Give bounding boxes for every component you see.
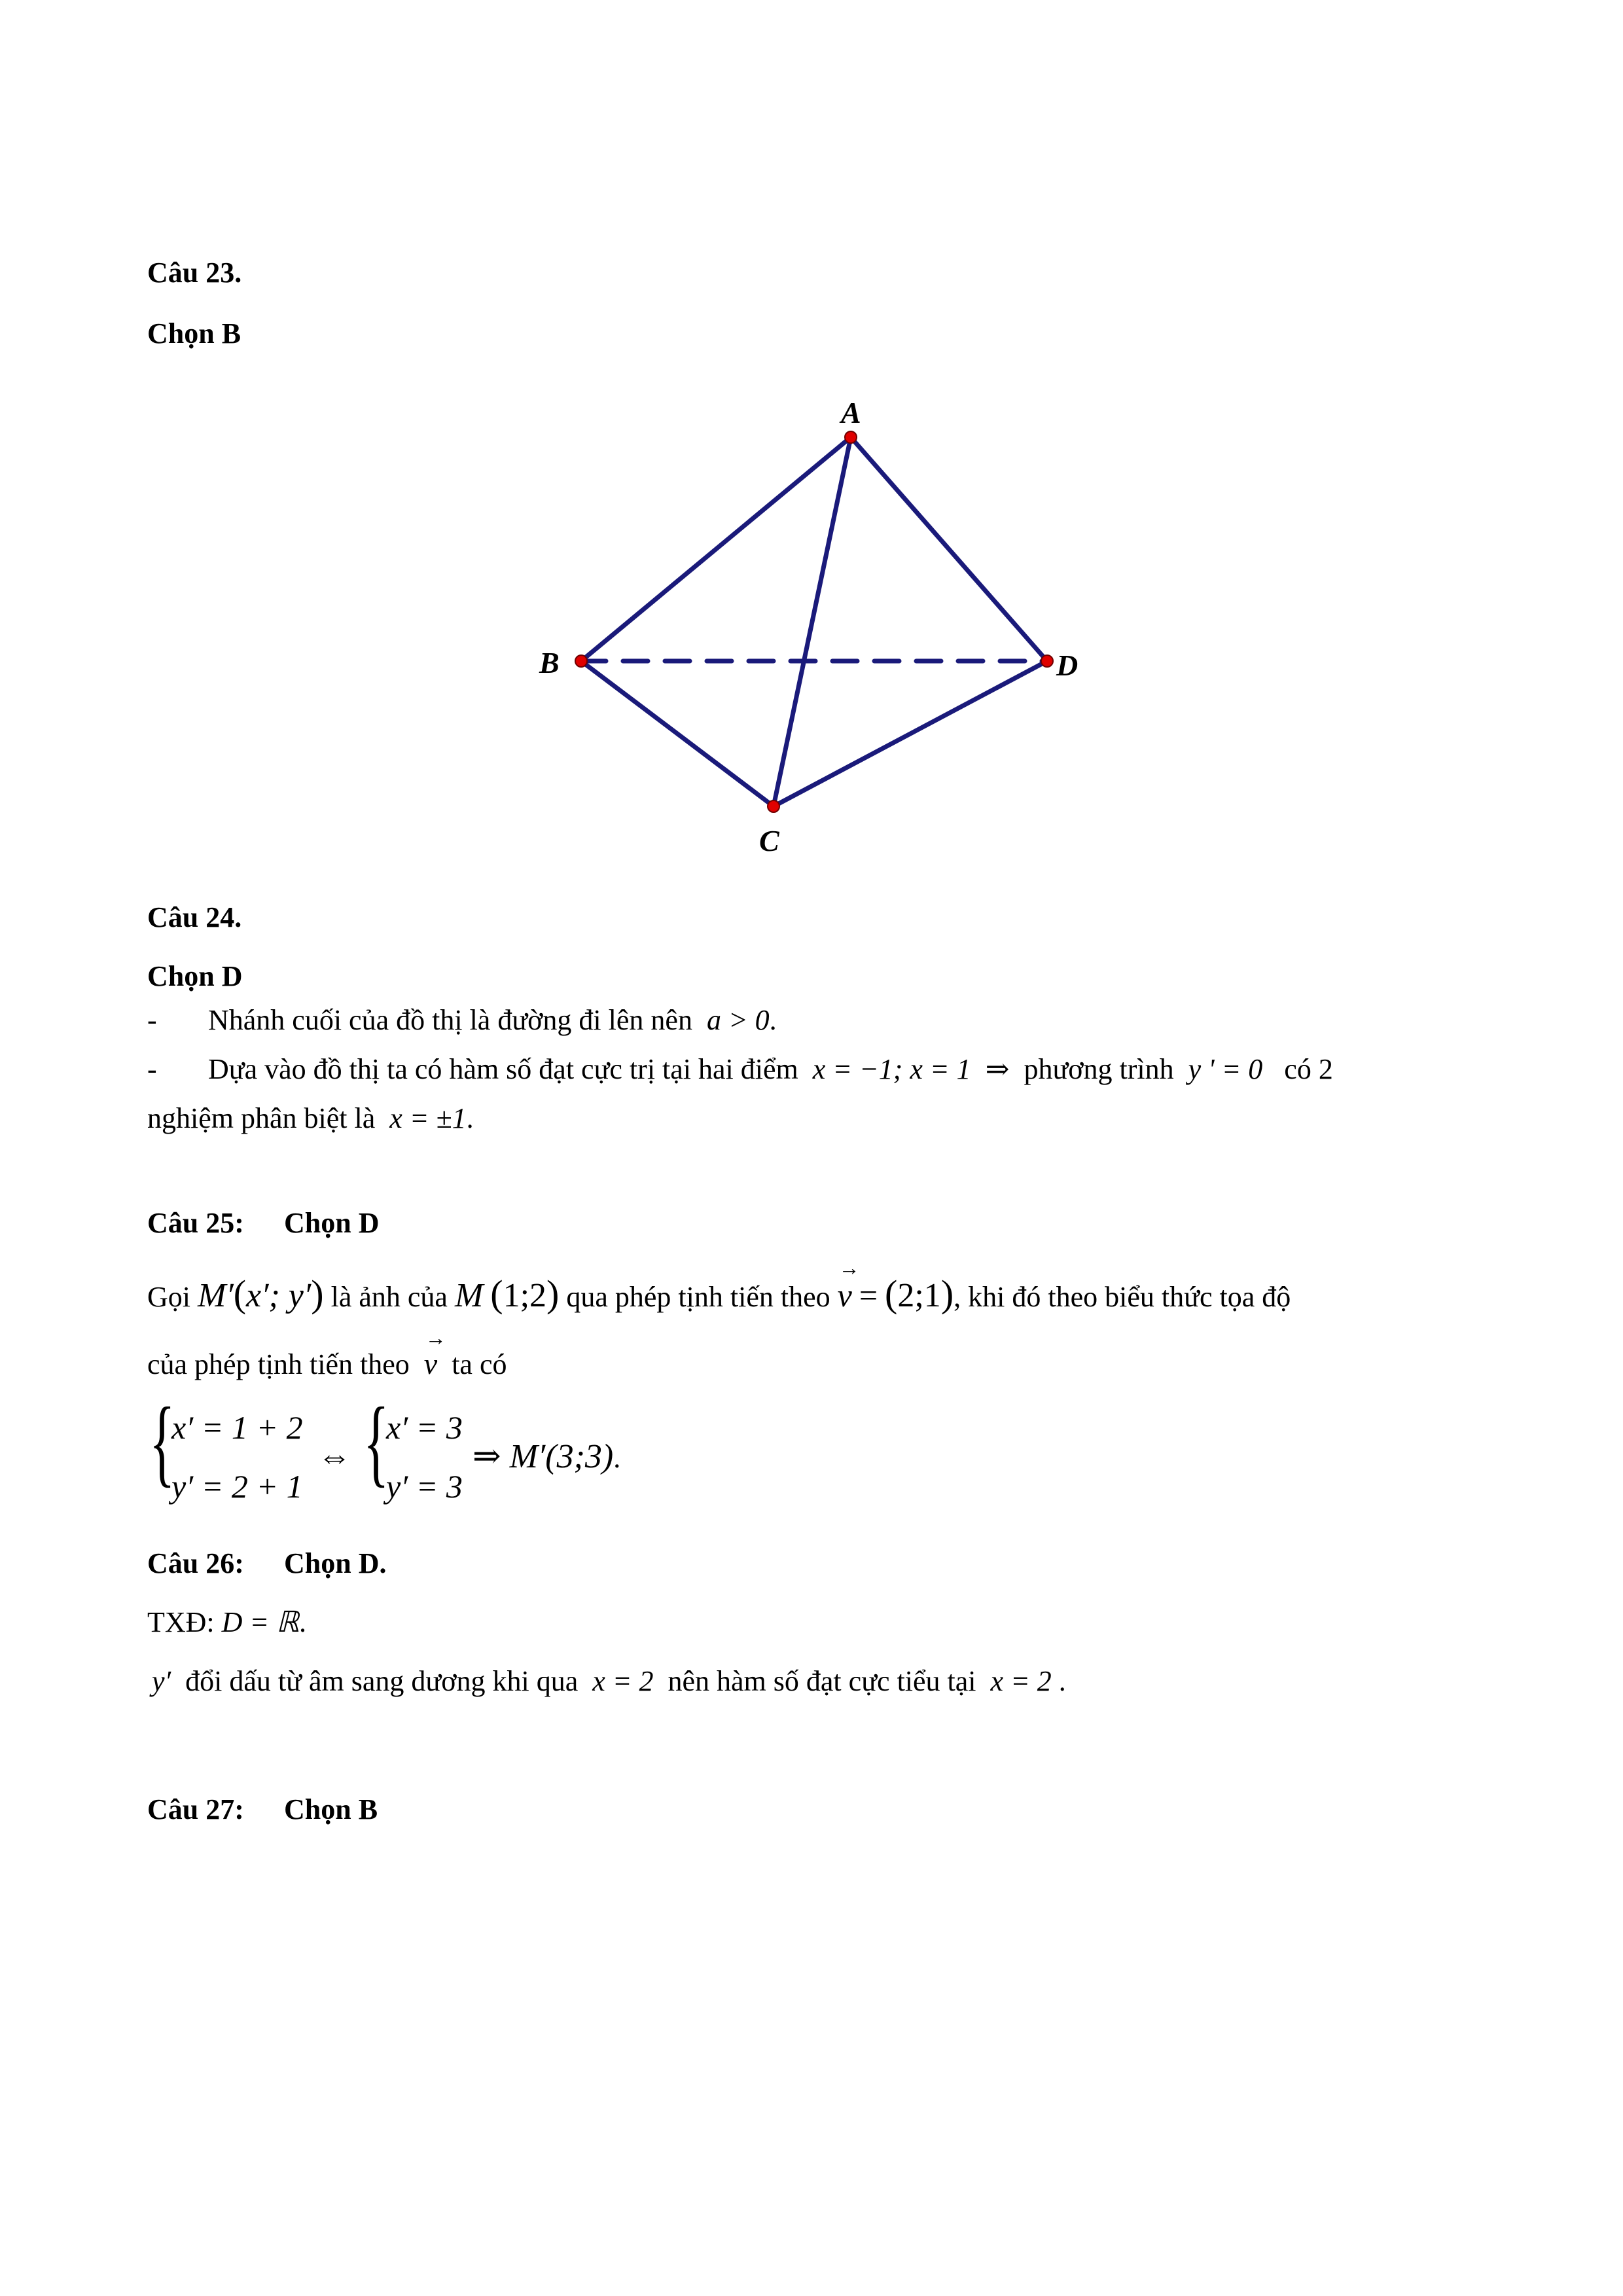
- q26-line-2: [152, 1665, 1066, 1698]
- math-y-prime: y′: [152, 1665, 171, 1697]
- point-d: [1041, 655, 1053, 667]
- q26-title: Câu 26:: [147, 1547, 244, 1579]
- q27-title: Câu 27:: [147, 1793, 244, 1825]
- text: của phép tịnh tiến theo: [147, 1348, 410, 1380]
- q24-line-3: [147, 1102, 474, 1136]
- label-d: D: [1056, 649, 1079, 682]
- paren: ): [940, 1272, 954, 1315]
- brace-icon: {: [149, 1388, 175, 1496]
- text: qua phép tịnh tiến theo: [566, 1281, 830, 1313]
- vector-arrow-icon: →: [425, 1326, 446, 1350]
- text: Gọi: [147, 1281, 190, 1313]
- paren: ): [311, 1272, 324, 1315]
- q25-answer: Chọn D: [284, 1207, 380, 1239]
- math-v-coords: 2;1: [897, 1277, 941, 1314]
- math-image-coords: x′; y′: [246, 1277, 312, 1314]
- text: có 2: [1284, 1053, 1333, 1085]
- math-derivative-zero: y ' = 0: [1188, 1053, 1263, 1085]
- edge-ad: [851, 437, 1047, 661]
- q26-answer: Chọn D.: [284, 1547, 387, 1579]
- vector-name: v: [837, 1277, 852, 1314]
- paren: (: [233, 1272, 247, 1315]
- q24-bullet-1: [147, 1004, 157, 1037]
- math-m-coords: 1;2: [503, 1277, 547, 1314]
- q24-line-2: [208, 1053, 1333, 1086]
- text: là ảnh của: [330, 1281, 448, 1313]
- label-b: B: [539, 646, 560, 679]
- punct: .: [298, 1606, 306, 1638]
- point-a: [845, 431, 857, 443]
- paren: (: [885, 1272, 898, 1315]
- math-roots: x = ±1: [389, 1102, 467, 1134]
- point-b: [575, 655, 587, 667]
- tetrahedron-figure: [510, 380, 1099, 870]
- label-c: C: [759, 824, 779, 857]
- q26-line-1: [147, 1606, 306, 1640]
- equivalence-symbol: ⇔: [317, 1438, 351, 1475]
- point-c: [768, 800, 779, 812]
- text: nên hàm số đạt cực tiểu tại: [668, 1665, 976, 1697]
- q27-answer: Chọn B: [284, 1793, 378, 1825]
- implies-symbol: ⇒: [985, 1053, 1010, 1085]
- edge-cd: [774, 661, 1047, 806]
- punct: .: [613, 1442, 621, 1474]
- equation: x′ = 3: [386, 1409, 463, 1446]
- math-m: M: [454, 1277, 484, 1314]
- math-x-equals-2: x = 2: [990, 1665, 1052, 1697]
- vector-v: [837, 1256, 860, 1315]
- math-a-positive: a > 0: [706, 1004, 770, 1036]
- edge-bc: [581, 661, 774, 806]
- q25-result: [473, 1437, 620, 1477]
- q25-line-1: [147, 1256, 1291, 1316]
- q25-line-2: [147, 1326, 507, 1382]
- text: , khi đó theo biểu thức tọa độ: [954, 1281, 1291, 1313]
- equation: y′ = 2 + 1: [171, 1468, 303, 1505]
- math-result: ⇒ M′(3;3): [473, 1438, 614, 1475]
- text: đổi dấu từ âm sang dương khi qua: [185, 1665, 579, 1697]
- q23-answer: Chọn B: [147, 317, 241, 350]
- paren: (: [490, 1272, 503, 1315]
- math-m-prime: M′: [198, 1277, 234, 1314]
- equation: y′ = 3: [386, 1468, 463, 1505]
- vector-name: v: [423, 1347, 438, 1380]
- bullet-dash: -: [147, 1053, 157, 1085]
- bullet-dash: -: [147, 1004, 157, 1036]
- q24-answer: Chọn D: [147, 960, 243, 992]
- q25-title: Câu 25:: [147, 1207, 244, 1239]
- math-domain: D = ℝ: [221, 1606, 299, 1638]
- text: phương trình: [1024, 1053, 1174, 1085]
- punct: .: [769, 1004, 777, 1036]
- q24-line-1: [208, 1004, 777, 1037]
- punct: .: [466, 1102, 474, 1134]
- vector-arrow-icon: →: [838, 1256, 860, 1280]
- q24-title: Câu 24.: [147, 901, 242, 933]
- math-extrema: x = −1; x = 1: [812, 1053, 971, 1085]
- text: ta có: [452, 1348, 507, 1380]
- text: Nhánh cuối của đồ thị là đường đi lên nên: [208, 1004, 692, 1036]
- text: Dựa vào đồ thị ta có hàm số đạt cực trị tại hai điểm: [208, 1053, 798, 1085]
- text: nghiệm phân biệt là: [147, 1102, 376, 1134]
- q24-bullet-2: [147, 1053, 157, 1086]
- text: TXĐ:: [147, 1606, 215, 1638]
- brace-icon: {: [363, 1388, 389, 1496]
- equation: x′ = 1 + 2: [171, 1409, 303, 1446]
- equals: =: [859, 1277, 878, 1314]
- math-x-equals-2: x = 2: [592, 1665, 654, 1697]
- vector-v: [423, 1326, 446, 1382]
- label-a: A: [841, 396, 861, 429]
- q23-title: Câu 23.: [147, 257, 242, 289]
- punct: .: [1058, 1665, 1066, 1697]
- paren: ): [546, 1272, 560, 1315]
